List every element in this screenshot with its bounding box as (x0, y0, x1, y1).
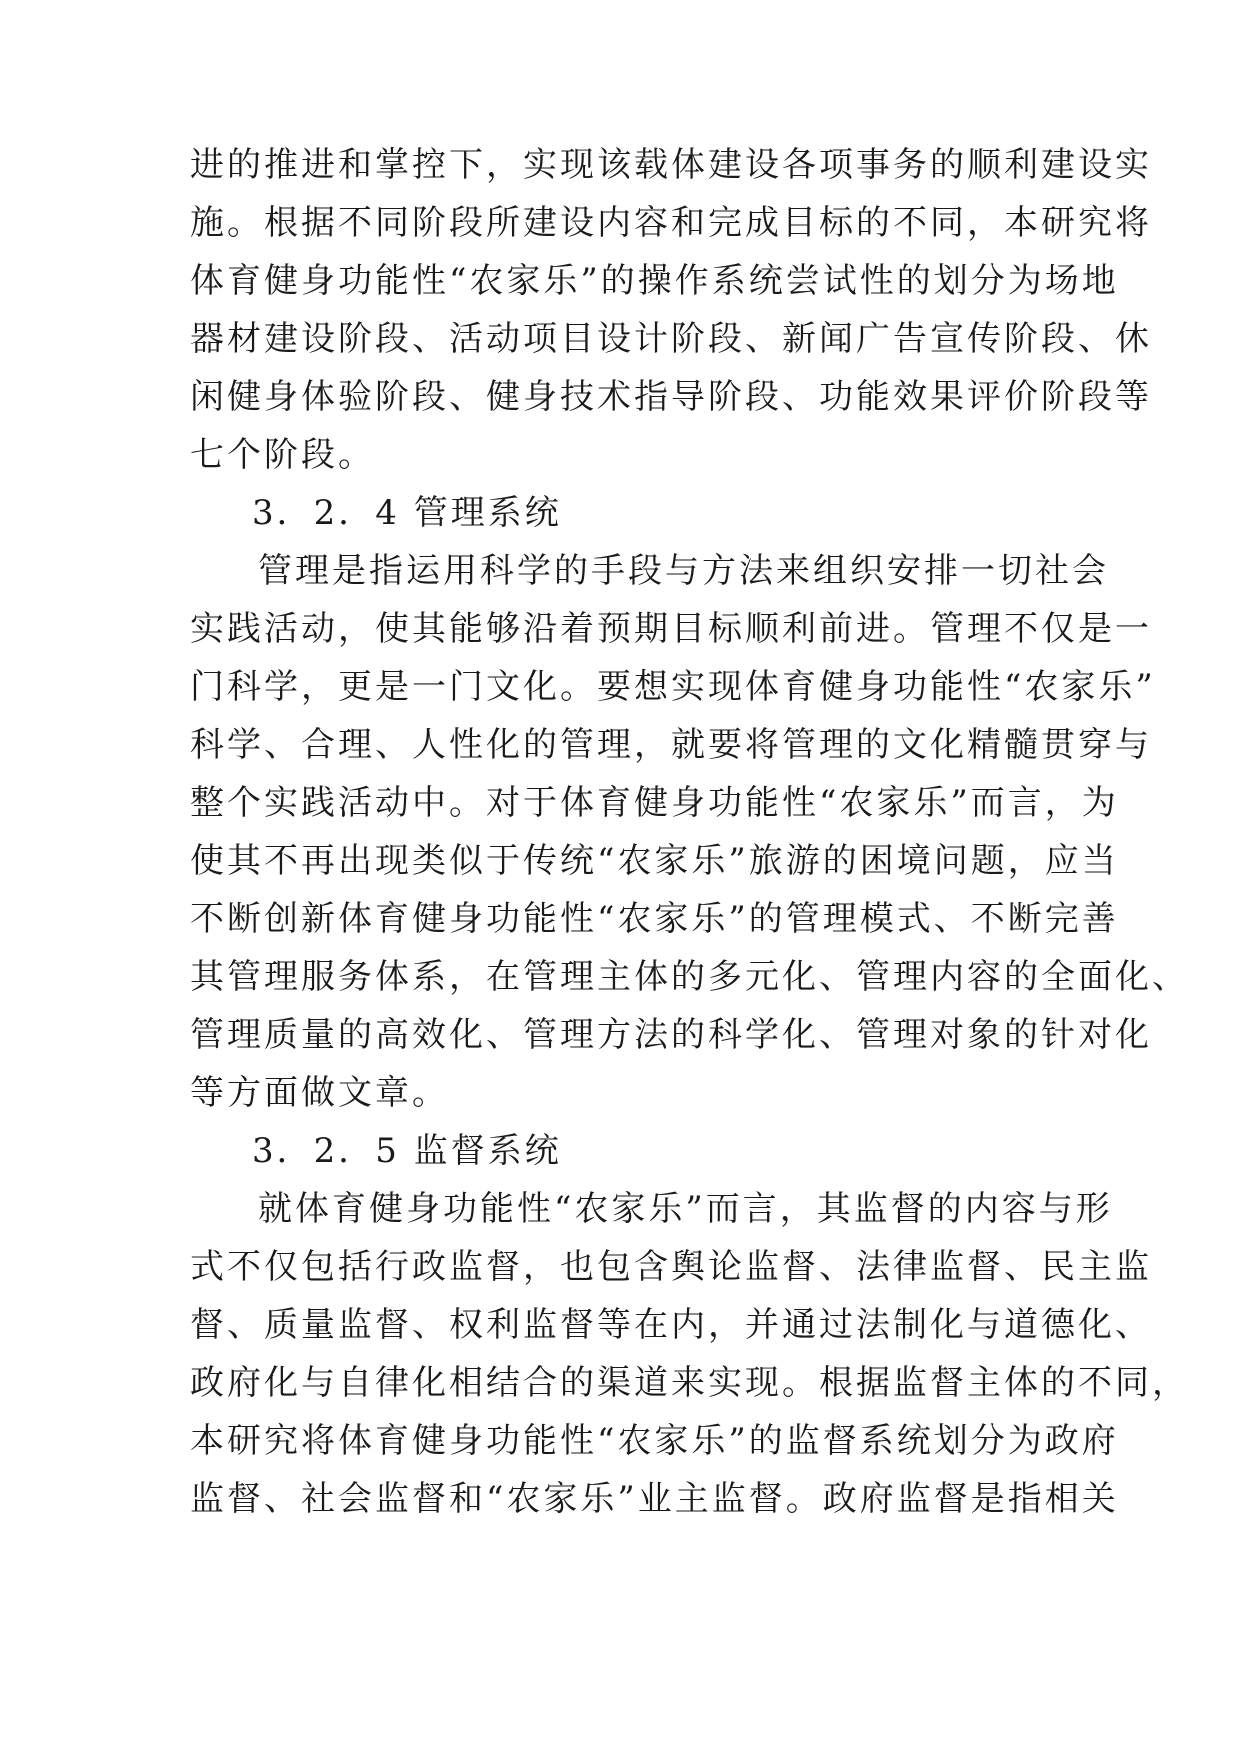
paragraph-line: 实践活动，使其能够沿着预期目标顺利前进。管理不仅是一 (190, 609, 1152, 649)
paragraph-line: 门科学，更是一门文化。要想实现体育健身功能性“农家乐” (190, 667, 1156, 707)
paragraph-line: 不断创新体育健身功能性“农家乐”的管理模式、不断完善 (190, 899, 1119, 939)
paragraph-line: 进的推进和掌控下，实现该载体建设各项事务的顺利建设实 (190, 145, 1152, 185)
paragraph-line: 器材建设阶段、活动项目设计阶段、新闻广告宣传阶段、休 (190, 319, 1152, 359)
paragraph-line: 体育健身功能性“农家乐”的操作系统尝试性的划分为场地 (190, 261, 1119, 301)
section-heading-3-2-5: 3．2．5 监督系统 (252, 1131, 562, 1171)
paragraph-line: 施。根据不同阶段所建设内容和完成目标的不同，本研究将 (190, 203, 1152, 243)
paragraph-line: 使其不再出现类似于传统“农家乐”旅游的困境问题，应当 (190, 841, 1119, 881)
paragraph-line: 整个实践活动中。对于体育健身功能性“农家乐”而言，为 (190, 783, 1119, 823)
paragraph-line: 本研究将体育健身功能性“农家乐”的监督系统划分为政府 (190, 1421, 1119, 1461)
section-heading-3-2-4: 3．2．4 管理系统 (252, 493, 562, 533)
paragraph-line: 监督、社会监督和“农家乐”业主监督。政府监督是指相关 (190, 1479, 1119, 1519)
paragraph-line: 七个阶段。 (190, 435, 375, 475)
paragraph-line: 闲健身体验阶段、健身技术指导阶段、功能效果评价阶段等 (190, 377, 1152, 417)
paragraph-line: 管理是指运用科学的手段与方法来组织安排一切社会 (258, 551, 1109, 591)
paragraph-line: 政府化与自律化相结合的渠道来实现。根据监督主体的不同， (190, 1363, 1189, 1403)
paragraph-line: 督、质量监督、权利监督等在内，并通过法制化与道德化、 (190, 1305, 1152, 1345)
paragraph-line: 等方面做文章。 (190, 1073, 449, 1113)
paragraph-line: 管理质量的高效化、管理方法的科学化、管理对象的针对化 (190, 1015, 1152, 1055)
paragraph-line: 科学、合理、人性化的管理，就要将管理的文化精髓贯穿与 (190, 725, 1152, 765)
paragraph-line: 就体育健身功能性“农家乐”而言，其监督的内容与形 (258, 1189, 1113, 1229)
paragraph-line: 式不仅包括行政监督，也包含舆论监督、法律监督、民主监 (190, 1247, 1152, 1287)
paragraph-line: 其管理服务体系，在管理主体的多元化、管理内容的全面化、 (190, 957, 1189, 997)
